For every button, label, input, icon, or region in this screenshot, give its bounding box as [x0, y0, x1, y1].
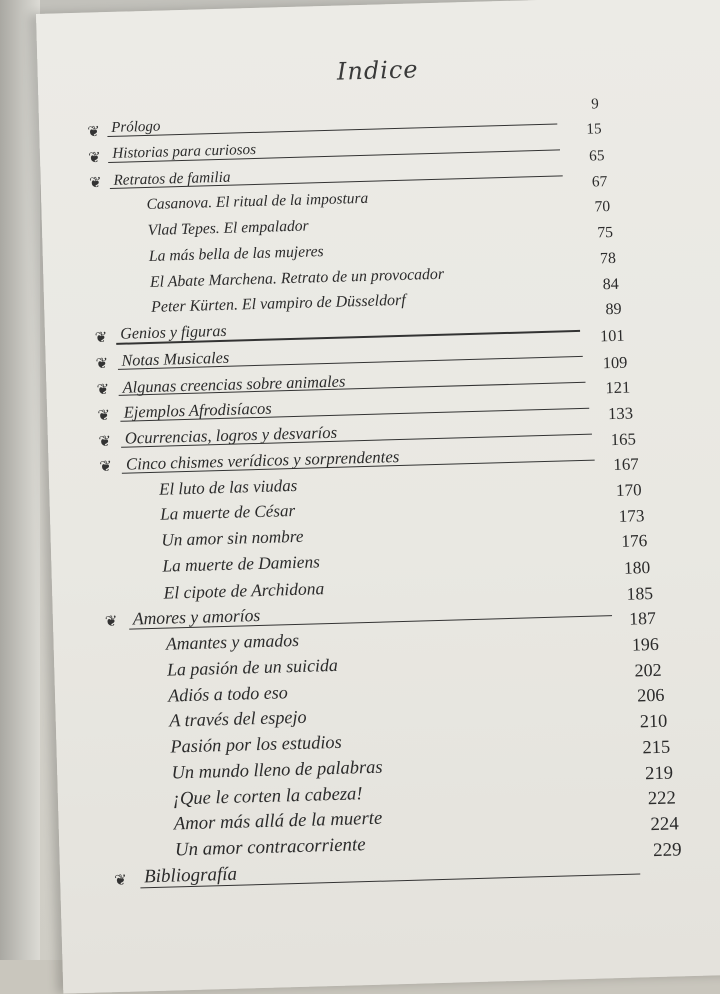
entry-title: Adiós a todo eso [167, 681, 289, 706]
entry-page-number: 84 [602, 275, 619, 293]
fleuron-icon: ❦ [104, 614, 118, 631]
entry-title: Algunas creencias sobre animales [122, 371, 346, 397]
entry-title: Bibliografía [143, 863, 238, 888]
entry-title: Vlad Tepes. El empalador [147, 217, 309, 239]
entry-title: La más bella de las mujeres [148, 242, 324, 265]
entry-page-number: 185 [626, 582, 654, 604]
entry-title: Un amor contracorriente [174, 834, 366, 861]
fleuron-icon: ❦ [95, 356, 109, 373]
entry-page-number: 229 [652, 838, 682, 861]
fleuron-icon: ❦ [99, 459, 113, 476]
fleuron-icon: ❦ [114, 872, 128, 889]
entry-page-number: 109 [602, 352, 628, 372]
entry-title: Ocurrencias, logros y desvaríos [124, 422, 338, 448]
entry-page-number: 187 [628, 608, 657, 630]
entry-title: Amor más allá de la muerte [173, 808, 383, 835]
book-spine-edge [0, 0, 40, 960]
entry-page-number: 121 [605, 377, 631, 398]
fleuron-icon: ❦ [96, 382, 110, 399]
entry-page-number: 196 [631, 633, 660, 655]
entry-title: El luto de las viudas [158, 475, 298, 499]
entry-title: Ejemplos Afrodisíacos [123, 398, 272, 423]
entry-page-number: 180 [623, 557, 651, 578]
entry-page-number: 78 [599, 249, 617, 268]
entry-title: Un amor sin nombre [161, 526, 304, 550]
fleuron-icon: ❦ [97, 407, 111, 425]
entry-page-number: 70 [594, 198, 611, 216]
entry-page-number: 173 [618, 505, 645, 526]
entry-page-number: 176 [621, 531, 648, 552]
fleuron-icon: ❦ [98, 433, 112, 450]
fleuron-icon: ❦ [87, 124, 101, 141]
entry-page-number: 165 [610, 429, 637, 449]
entry-title: Prólogo [110, 118, 161, 136]
entry-title: La pasión de un suicida [166, 654, 339, 680]
entry-page-number: 89 [605, 300, 622, 319]
entry-title: Historias para curiosos [112, 141, 257, 162]
entry-title: A través del espejo [169, 707, 307, 731]
entry-page-number: 9 [591, 96, 599, 113]
entry-title: Casanova. El ritual de la impostura [146, 190, 369, 214]
page-title: Indice [336, 55, 419, 86]
entry-page-number: 67 [591, 172, 608, 191]
entry-title: ¡Que le corten la cabeza! [172, 782, 363, 810]
entry-title: La muerte de Damiens [162, 552, 321, 576]
entry-title: Amores y amoríos [132, 605, 261, 629]
entry-title: Peter Kürten. El vampiro de Düsseldorf [150, 292, 406, 317]
entry-page-number: 219 [644, 762, 674, 784]
entry-page-number: 101 [599, 326, 625, 346]
book-page [36, 0, 720, 994]
entry-page-number: 65 [588, 147, 605, 165]
entry-title: Pasión por los estudios [170, 731, 342, 757]
entry-page-number: 202 [634, 659, 662, 681]
entry-title: Un mundo lleno de palabras [171, 756, 383, 783]
entry-title: Notas Musicales [121, 348, 230, 370]
entry-title: El Abate Marchena. Retrato de un provocador [149, 265, 445, 291]
fleuron-icon: ❦ [88, 149, 102, 167]
fleuron-icon: ❦ [88, 175, 102, 192]
entry-page-number: 167 [613, 454, 639, 475]
entry-page-number: 133 [607, 403, 634, 424]
entry-page-number: 222 [647, 787, 677, 810]
entry-page-number: 15 [586, 121, 602, 139]
entry-title: La muerte de César [159, 501, 296, 525]
entry-title: Genios y figuras [120, 322, 227, 343]
entry-page-number: 170 [615, 480, 642, 500]
entry-title: Amantes y amados [165, 630, 300, 654]
fleuron-icon: ❦ [94, 330, 108, 347]
entry-page-number: 215 [642, 736, 671, 758]
entry-title: El cipote de Archidona [163, 577, 325, 603]
entry-page-number: 210 [639, 710, 668, 732]
entry-page-number: 206 [636, 685, 665, 706]
entry-title: Retratos de familia [113, 168, 231, 189]
entry-title: Cinco chismes verídicos y sorprendentes [125, 446, 400, 474]
entry-page-number: 75 [597, 224, 614, 242]
entry-page-number: 224 [650, 813, 680, 836]
